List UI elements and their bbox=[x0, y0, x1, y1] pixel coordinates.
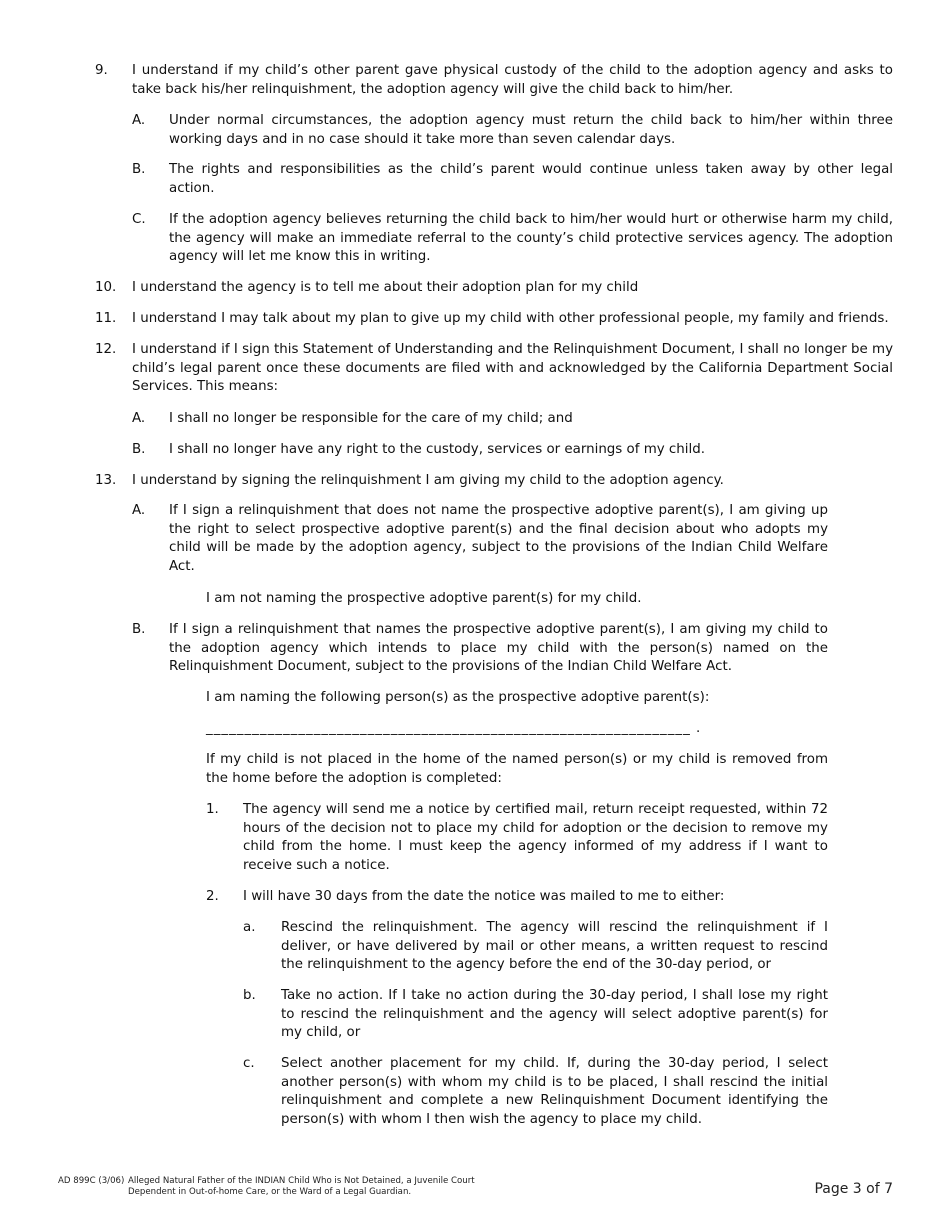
item-letter: a. bbox=[243, 920, 256, 935]
item-text: Under normal circumstances, the adoption agency must return the child back to him/her within three working days and in no case should it take more than seven calendar days. bbox=[169, 113, 893, 147]
list-item-10 bbox=[95, 279, 893, 298]
item-number: 10. bbox=[95, 280, 117, 295]
item-text: I shall no longer have any right to the custody, services or earnings of my child. bbox=[169, 442, 705, 457]
item-letter: B. bbox=[132, 162, 146, 177]
item-text: Take no action. If I take no action during the 30-day period, I shall lose my right to rescind the relinquishment and the agency will select adoptive parent(s) for my child, or bbox=[281, 988, 828, 1041]
list-item-13a bbox=[132, 502, 828, 576]
naming-statement: I am naming the following person(s) as the prospective adoptive parent(s): bbox=[206, 690, 710, 705]
list-item-9c bbox=[132, 211, 893, 267]
item-number: 2. bbox=[206, 889, 219, 904]
page-number: Page 3 of 7 bbox=[814, 1181, 893, 1197]
item-number: 13. bbox=[95, 473, 117, 488]
list-item-13b-1 bbox=[206, 801, 828, 875]
form-code: AD 899C (3/06) bbox=[58, 1176, 125, 1186]
item-text: I understand the agency is to tell me about their adoption plan for my child bbox=[132, 280, 639, 295]
item-text: Select another placement for my child. If, during the 30-day period, I select another person(s) with whom my child is to be placed, I shall rescind the initial relinquishment and complete a new Relinquishment Document identifying the person(s) with whom I then wish the agency to place my child. bbox=[281, 1056, 828, 1127]
item-number: 9. bbox=[95, 63, 108, 78]
list-item-12b bbox=[132, 441, 893, 460]
item-text: Rescind the relinquishment. The agency will rescind the relinquishment if I deliver, or have delivered by mail or other means, a written request to rescind the relinquishment to the agency before the end of the 30-day period, or bbox=[281, 920, 828, 973]
form-footer bbox=[58, 1176, 475, 1198]
item-number: 1. bbox=[206, 802, 219, 817]
item-text: I shall no longer be responsible for the care of my child; and bbox=[169, 411, 573, 426]
item-text: If I sign a relinquishment that names the prospective adoptive parent(s), I am giving my child to the adoption agency which intends to place my child with the person(s) named on the Relinquishment Document, subject to the provisions of the Indian Child Welfare Act. bbox=[169, 622, 828, 675]
item-text: The rights and responsibilities as the child’s parent would continue unless taken away by other legal action. bbox=[169, 162, 893, 196]
list-item-13b-2a bbox=[243, 919, 828, 975]
list-item-13b bbox=[132, 621, 828, 677]
list-item-11 bbox=[95, 310, 893, 329]
item-letter: A. bbox=[132, 113, 146, 128]
item-text: I understand by signing the relinquishment I am giving my child to the adoption agency. bbox=[132, 473, 724, 488]
list-item-13b-2c bbox=[243, 1055, 828, 1129]
item-text: I understand if my child’s other parent gave physical custody of the child to the adoption agency and asks to take back his/her relinquishment, the adoption agency will give the child back to him/her. bbox=[132, 63, 893, 97]
list-item-13b-2 bbox=[206, 888, 828, 907]
item-letter: b. bbox=[243, 988, 256, 1003]
list-item-9a bbox=[132, 112, 893, 149]
item-text: If the adoption agency believes returning the child back to him/her would hurt or otherwise harm my child, the agency will make an immediate referral to the county’s child protective services agency. The adoption agency will let me know this in writing. bbox=[169, 212, 893, 265]
list-item-13 bbox=[95, 472, 893, 491]
list-item-12 bbox=[95, 341, 893, 397]
not-naming-statement: I am not naming the prospective adoptive parent(s) for my child. bbox=[206, 591, 642, 606]
list-item-13b-2b bbox=[243, 987, 828, 1043]
item-text: I will have 30 days from the date the notice was mailed to me to either: bbox=[243, 889, 725, 904]
item-letter: A. bbox=[132, 503, 146, 518]
not-placed-statement: If my child is not placed in the home of the named person(s) or my child is removed from the home before the adoption is completed: bbox=[206, 752, 828, 786]
item-text: I understand if I sign this Statement of Understanding and the Relinquishment Document, I shall no longer be my child’s legal parent once these documents are filed with and acknowledged by the California Department Social Services. This means: bbox=[132, 342, 893, 395]
adoptive-parent-name-field[interactable]: _______________________________________________________________ . bbox=[206, 721, 702, 736]
form-description-line1: Alleged Natural Father of the INDIAN Child Who is Not Detained, a Juvenile Court bbox=[128, 1176, 475, 1186]
item-letter: C. bbox=[132, 212, 146, 227]
item-letter: A. bbox=[132, 411, 146, 426]
item-number: 11. bbox=[95, 311, 117, 326]
item-text: The agency will send me a notice by certified mail, return receipt requested, within 72 hours of the decision not to place my child for adoption or the decision to remove my child from the home. I must keep the agency informed of my address if I want to receive such a notice. bbox=[243, 802, 828, 873]
form-description-line2: Dependent in Out-of-home Care, or the Ward of a Legal Guardian. bbox=[128, 1187, 412, 1197]
item-text: I understand I may talk about my plan to give up my child with other professional people, my family and friends. bbox=[132, 311, 889, 326]
item-number: 12. bbox=[95, 342, 117, 357]
list-item-9 bbox=[95, 62, 893, 99]
item-letter: B. bbox=[132, 622, 146, 637]
item-letter: B. bbox=[132, 442, 146, 457]
list-item-9b bbox=[132, 161, 893, 198]
list-item-12a bbox=[132, 410, 893, 429]
item-text: If I sign a relinquishment that does not name the prospective adoptive parent(s), I am giving up the right to select prospective adoptive parent(s) and the final decision about who adopts my child will be made by the adoption agency, subject to the provisions of the Indian Child Welfare Act. bbox=[169, 503, 828, 574]
item-letter: c. bbox=[243, 1056, 255, 1071]
